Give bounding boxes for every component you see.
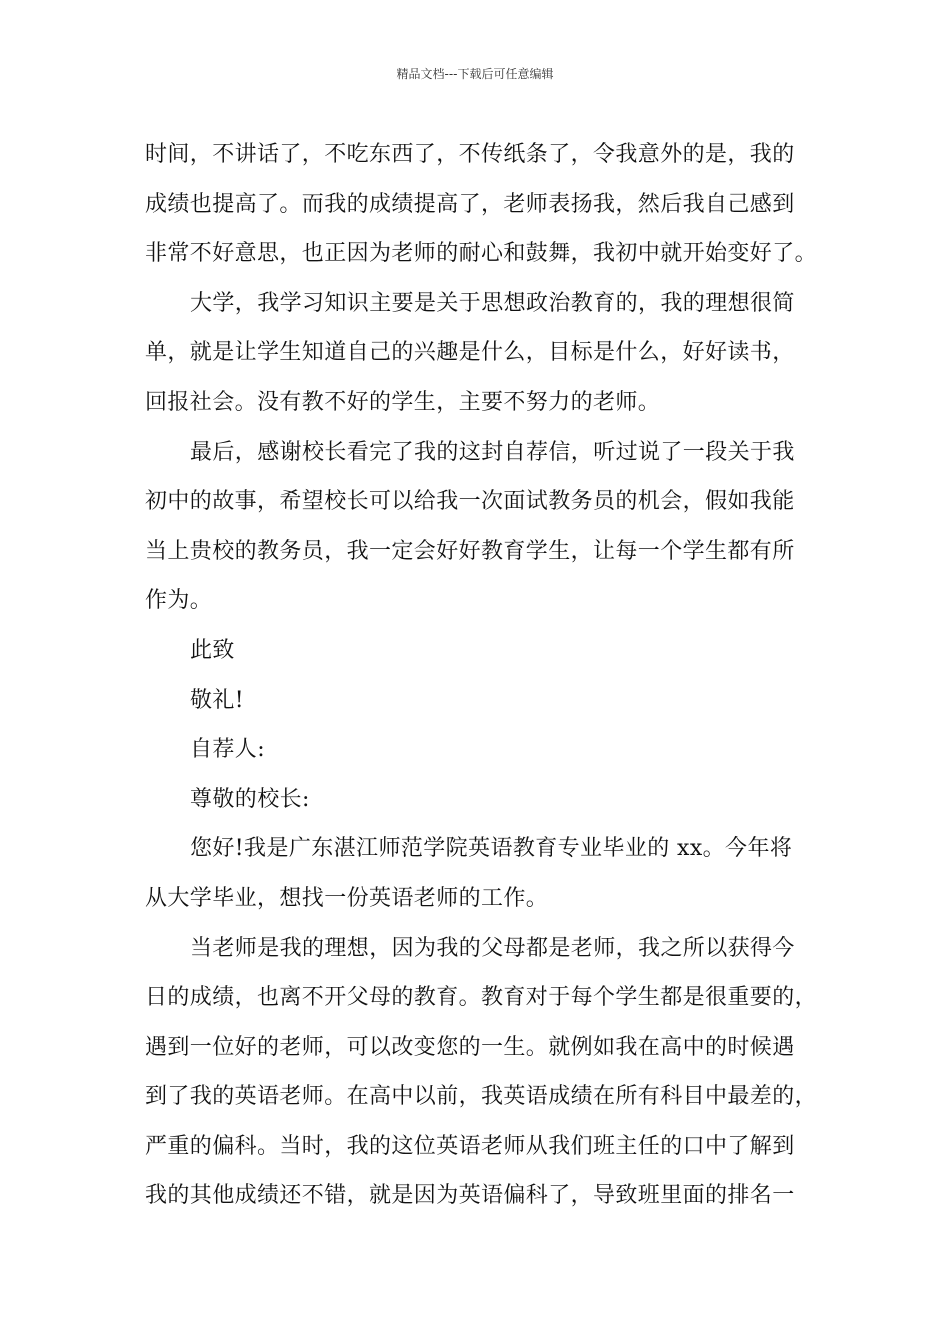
text-line: 非常不好意思，也正因为老师的耐心和鼓舞，我初中就开始变好了。 [145,241,818,267]
text-line: 回报社会。没有教不好的学生，主要不努力的老师。 [145,389,661,415]
text-line: 我的其他成绩还不错，就是因为英语偏科了，导致班里面的排名一 [145,1183,795,1209]
text-line: 单，就是让学生知道自己的兴趣是什么，目标是什么，好好读书， [145,340,795,366]
text-line: 严重的偏科。当时，我的这位英语老师从我们班主任的口中了解到 [145,1133,795,1159]
paragraph-start-line: 大学，我学习知识主要是关于思想政治教育的，我的理想很简 [190,290,795,316]
text-line: 从大学毕业，想找一份英语老师的工作。 [145,885,549,911]
document-body [145,130,818,1221]
text-line: 日的成绩，也离不开父母的教育。教育对于每个学生都是很重要的， [145,985,818,1011]
paragraph-start-line: 您好!我是广东湛江师范学院英语教育专业毕业的 xx。今年将 [190,836,793,862]
closing-line: 此致 [190,637,235,663]
paragraph-start-line: 当老师是我的理想，因为我的父母都是老师，我之所以获得今 [190,935,795,961]
signature-label: 自荐人: [190,737,266,763]
text-line: 当上贵校的教务员，我一定会好好教育学生，让每一个学生都有所 [145,538,795,564]
text-line: 遇到一位好的老师，可以改变您的一生。就例如我在高中的时候遇 [145,1034,795,1060]
closing-salute: 敬礼! [190,687,245,713]
text-line: 初中的故事，希望校长可以给我一次面试教务员的机会，假如我能 [145,489,795,515]
text-line: 时间，不讲话了，不吃东西了，不传纸条了，令我意外的是，我的 [145,142,795,167]
text-line: 成绩也提高了。而我的成绩提高了，老师表扬我，然后我自己感到 [145,191,795,217]
page-header: 精品文档---下载后可任意编辑 [396,67,554,81]
text-line: 作为。 [145,588,213,614]
text-line: 到了我的英语老师。在高中以前，我英语成绩在所有科目中最差的， [145,1084,818,1110]
salutation: 尊敬的校长: [190,786,310,812]
paragraph-start-line: 最后，感谢校长看完了我的这封自荐信，听过说了一段关于我 [190,439,795,465]
